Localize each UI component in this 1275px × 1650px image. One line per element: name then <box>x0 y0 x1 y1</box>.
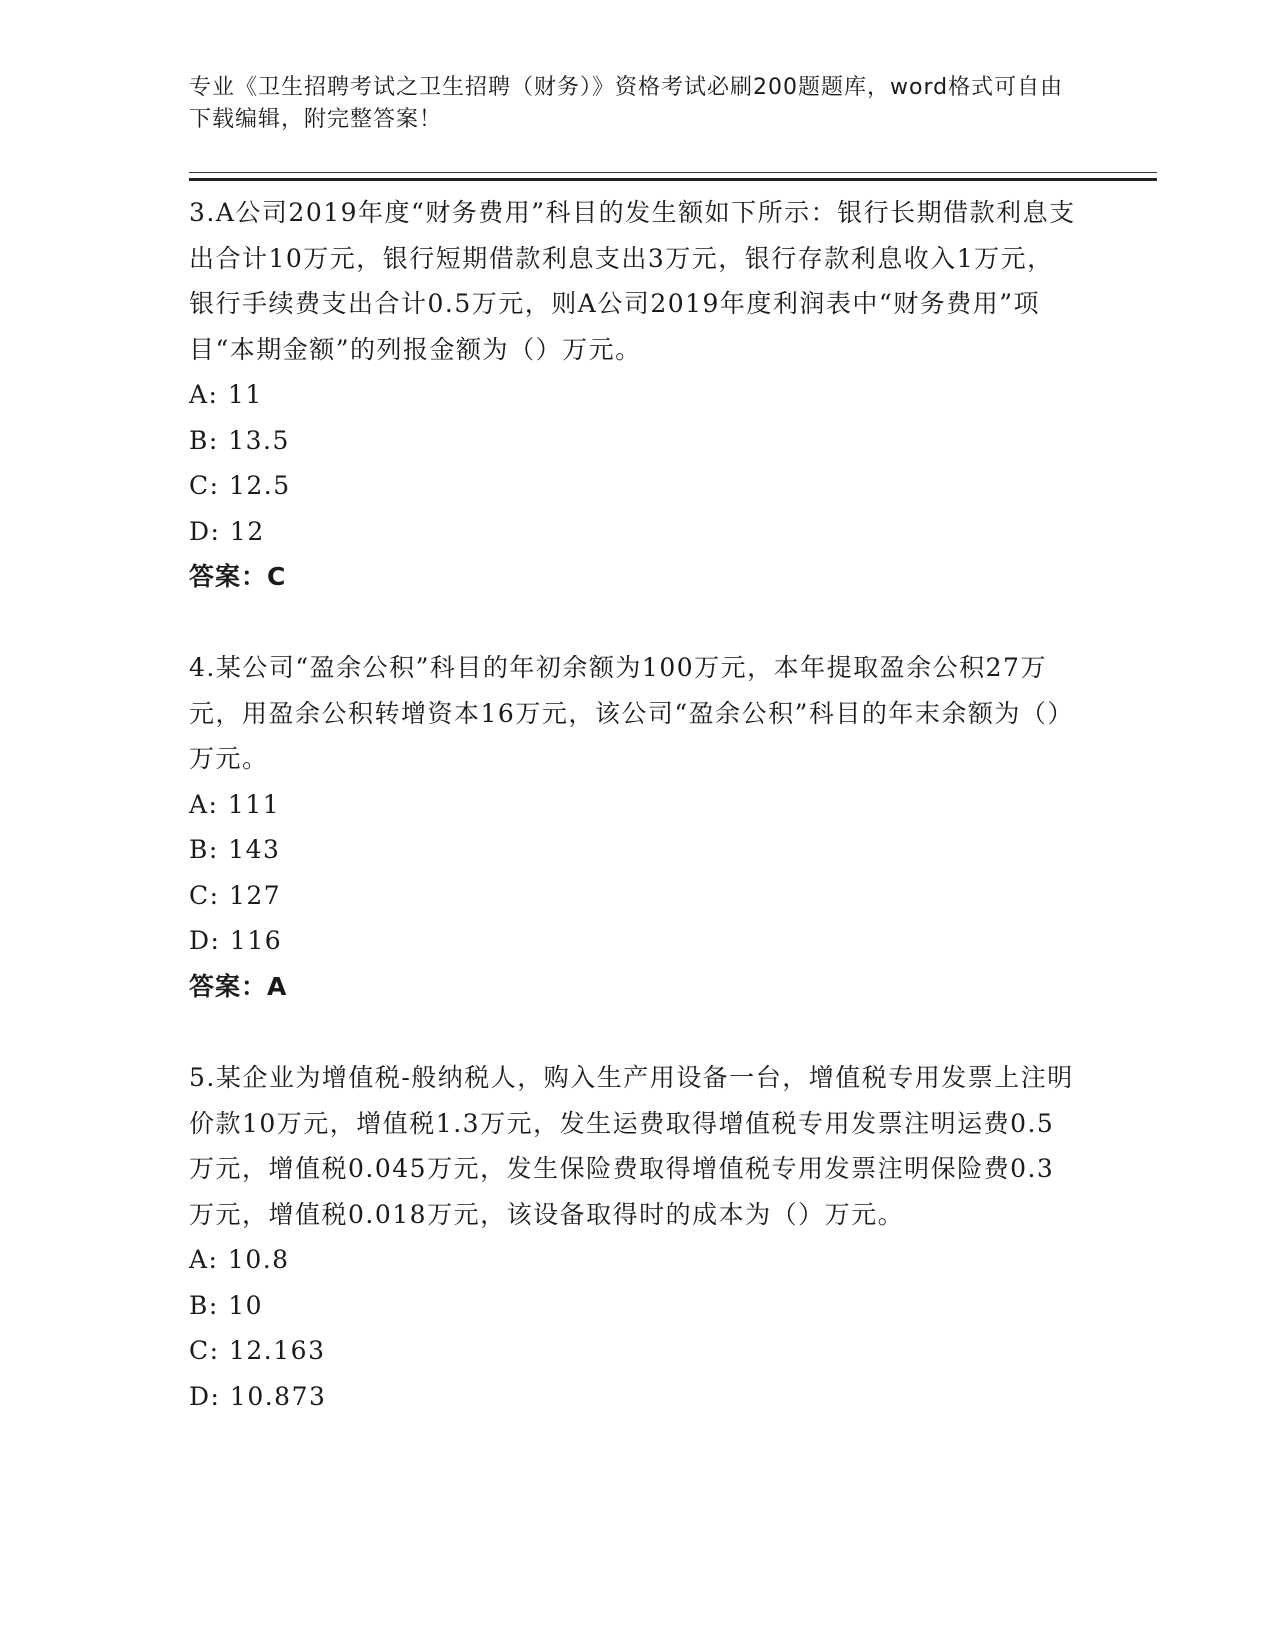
header-divider-thick <box>189 178 1157 181</box>
question-3 <box>189 190 1079 600</box>
option-d: D: 10.873 <box>189 1381 327 1411</box>
option-d: D: 116 <box>189 926 283 955</box>
option-d: D: 12 <box>189 516 265 546</box>
option-b: B: 10 <box>189 1290 264 1320</box>
question-4 <box>189 645 1079 1009</box>
question-stem: 3.A公司2019年度“财务费用”科目的发生额如下所示：银行长期借款利息支出合计10万元，银行短期借款利息支出3万元，银行存款利息收入1万元，银行手续费支出合计0.5万元，则A公司2019年度利润表中“财务费用”项目“本期金额”的列报金额为（）万元。 <box>189 198 1076 364</box>
option-a: A: 11 <box>189 380 263 409</box>
document-header <box>189 72 1069 136</box>
option-c: C: 12.163 <box>189 1336 326 1365</box>
option-a: A: 111 <box>189 789 281 819</box>
answer-label: 答案：A <box>189 971 288 1001</box>
answer-label: 答案：C <box>189 562 287 591</box>
option-c: C: 12.5 <box>189 471 291 500</box>
option-c: C: 127 <box>189 880 282 910</box>
question-stem: 5.某企业为增值税-般纳税人，购入生产用设备一台，增值税专用发票上注明价款10万元，增值税1.3万元，发生运费取得增值税专用发票注明运费0.5万元，增值税0.045万元，发生保险费取得增值税专用发票注明保险费0.3万元，增值税0.018万元，该设备取得时的成本为（）万元。 <box>189 1063 1074 1229</box>
question-stem: 4.某公司“盈余公积”科目的年初余额为100万元，本年提取盈余公积27万元，用盈余公积转增资本16万元，该公司“盈余公积”科目的年末余额为（）万元。 <box>189 653 1074 773</box>
option-b: B: 13.5 <box>189 425 290 455</box>
option-b: B: 143 <box>189 835 281 864</box>
header-divider-thin <box>189 172 1157 173</box>
option-a: A: 10.8 <box>189 1245 290 1274</box>
question-5 <box>189 1055 1079 1419</box>
header-title: 专业《卫生招聘考试之卫生招聘（财务）》资格考试必刷200题题库，word格式可自由下载编辑，附完整答案！ <box>189 75 1064 132</box>
